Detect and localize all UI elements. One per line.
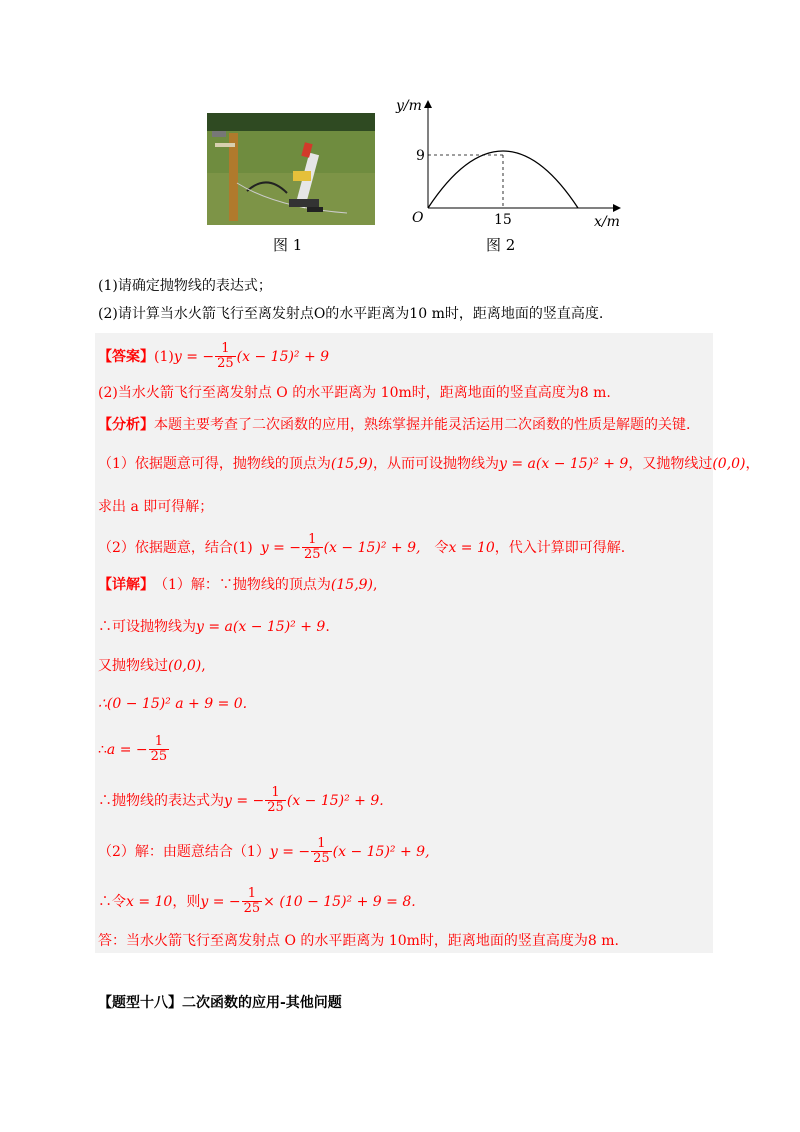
x-axis-arrow xyxy=(613,204,621,212)
detail-line-4: ∴(0 − 15)² a + 9 = 0. xyxy=(98,696,248,712)
question-2: (2)请计算当水火箭飞行至离发射点O的水平距离为10 m时，距离地面的竖直高度. xyxy=(98,306,604,322)
x-axis-label: x/m xyxy=(594,214,620,230)
detail-line-6: ∴抛物线的表达式为 y = − $\frac{1}{25}$ (x − 15)² + 9. xyxy=(98,785,384,815)
y-axis-arrow xyxy=(424,100,432,108)
analysis-part-1-cont: 求出 a 即可得解； xyxy=(98,499,214,515)
y-axis-label: y/m xyxy=(396,98,422,114)
detail-conclusion: 答：当水火箭飞行至离发射点 O 的水平距离为 10m时，距离地面的竖直高度为8 m. xyxy=(98,933,619,949)
origin-label: O xyxy=(412,210,424,226)
detail-line-5: ∴ a = − $\frac{1}{25}$ xyxy=(98,734,168,764)
detail-tag: 【详解】 xyxy=(98,577,154,593)
detail-line-1: 【详解】 （1）解：∵抛物线的顶点为 (15,9) , xyxy=(98,577,378,593)
analysis-tag: 【分析】 xyxy=(98,417,154,433)
detail-line-8: ∴令 x = 10 ，则 y = − $\frac{1}{25}$ × (10 − 15)² + 9 = 8. xyxy=(98,886,416,916)
vertex-x-label: 15 xyxy=(494,212,512,228)
answer-tag: 【答案】 xyxy=(98,348,154,365)
detail-line-7: （2）解：由题意结合（1） y = − $\frac{1}{25}$ (x − 15)² + 9, xyxy=(98,836,430,866)
answer-line-1: 【答案】 (1) y = − $\frac{1}{25}$ (x − 15)² + 9 xyxy=(98,341,330,371)
section-heading: 【题型十八】二次函数的应用-其他问题 xyxy=(98,995,342,1011)
analysis-part-1: （1）依据题意可得，抛物线的顶点为 (15,9) ，从而可设抛物线为 y = a(x − 15)² + 9 ，又抛物线过 (0,0) ， xyxy=(98,456,760,472)
answer-line-2: (2)当水火箭飞行至离发射点 O 的水平距离为 10m时，距离地面的竖直高度为8 m. xyxy=(98,385,611,401)
analysis-part-2: （2）依据题意，结合(1) y = − $\frac{1}{25}$ (x − 15)² + 9, 令 x = 10 ，代入计算即可得解. xyxy=(98,532,626,562)
photo-caption: 图 1 xyxy=(273,236,303,254)
vertex-y-label: 9 xyxy=(416,148,425,164)
question-1: (1)请确定抛物线的表达式； xyxy=(98,278,272,294)
parabola-graph xyxy=(388,96,628,236)
graph-caption: 图 2 xyxy=(486,236,516,254)
analysis-intro: 【分析】本题主要考查了二次函数的应用，熟练掌握并能灵活运用二次函数的性质是解题的关键. xyxy=(98,417,691,433)
detail-line-3: 又抛物线过 (0,0) , xyxy=(98,658,206,674)
fraction: $\frac{1}{25}$ xyxy=(217,341,234,371)
detail-line-2: ∴可设抛物线为 y = a(x − 15)² + 9 . xyxy=(98,619,330,635)
rocket-launch-photo xyxy=(207,113,375,225)
